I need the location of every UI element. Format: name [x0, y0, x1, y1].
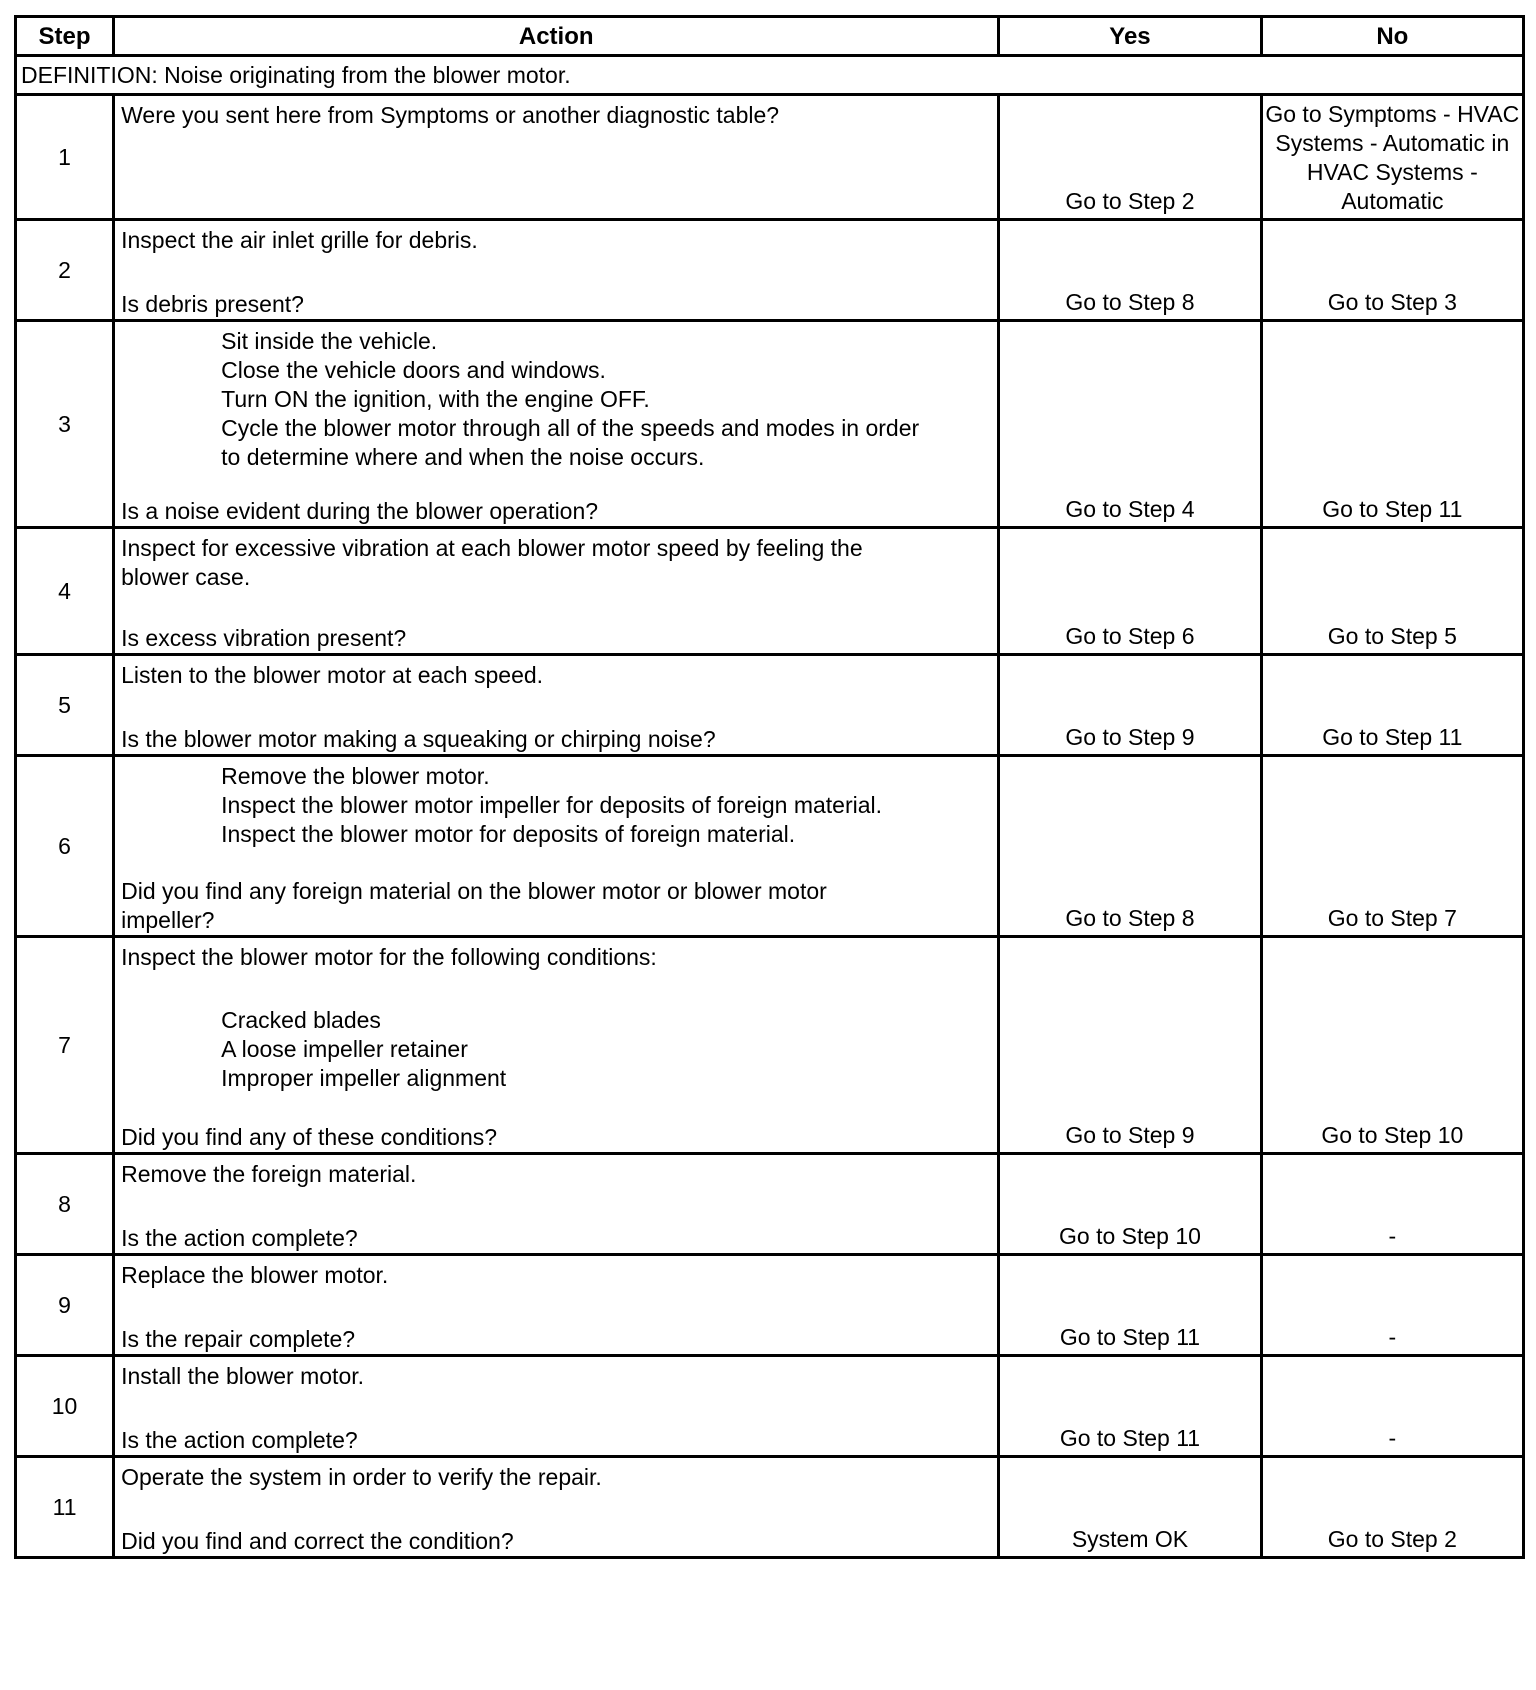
action-cell — [114, 1154, 999, 1255]
header-row — [16, 17, 1524, 56]
action-intro-line: Install the blower motor. — [121, 1363, 365, 1389]
action-content — [121, 943, 991, 1152]
action-instructions — [121, 661, 991, 690]
action-intro-line: Were you sent here from Symptoms or another diagnostic table? — [121, 102, 780, 128]
action-substep-line: Improper impeller alignment — [221, 1065, 507, 1091]
action-question-line: Is excess vibration present? — [121, 625, 407, 651]
action-instructions — [121, 1160, 991, 1189]
step-number: 9 — [16, 1255, 114, 1356]
action-instructions — [121, 1261, 991, 1290]
action-question-line: Is the action complete? — [121, 1427, 358, 1453]
no-result: Go to Step 2 — [1261, 1457, 1523, 1558]
no-result: - — [1261, 1356, 1523, 1457]
action-instructions — [121, 226, 991, 255]
yes-result: Go to Step 8 — [999, 756, 1261, 937]
diagnostic-table — [14, 15, 1525, 1559]
action-intro-line: Inspect the blower motor for the following conditions: — [121, 944, 657, 970]
action-cell — [114, 1457, 999, 1558]
step-number: 10 — [16, 1356, 114, 1457]
action-question-line: Did you find and correct the condition? — [121, 1528, 514, 1554]
definition-cell — [16, 56, 1524, 95]
action-question-line: Did you find any foreign material on the blower motor or blower motor — [121, 878, 827, 904]
no-result: Go to Symptoms - HVAC Systems - Automatic in HVAC Systems - Automatic — [1261, 95, 1523, 220]
header-yes: Yes — [999, 17, 1261, 56]
action-intro-line: Operate the system in order to verify the repair. — [121, 1464, 602, 1490]
action-substep-line: Sit inside the vehicle. — [221, 328, 438, 354]
action-substep-line: Cycle the blower motor through all of the speeds and modes in order — [221, 415, 920, 441]
yes-result: Go to Step 10 — [999, 1154, 1261, 1255]
action-intro-line: Inspect for excessive vibration at each blower motor speed by feeling the — [121, 535, 863, 561]
no-result: Go to Step 11 — [1261, 655, 1523, 756]
action-cell — [114, 655, 999, 756]
step-number: 6 — [16, 756, 114, 937]
table-row — [16, 655, 1524, 756]
header-action: Action — [114, 17, 999, 56]
action-content — [121, 1362, 991, 1455]
action-substep-line: Inspect the blower motor for deposits of foreign material. — [221, 821, 796, 847]
step-number: 3 — [16, 321, 114, 528]
action-question — [121, 725, 991, 754]
action-content — [121, 101, 991, 218]
step-number: 8 — [16, 1154, 114, 1255]
no-result: Go to Step 10 — [1261, 937, 1523, 1154]
action-instructions — [121, 327, 991, 472]
action-cell — [114, 1255, 999, 1356]
action-question — [121, 290, 991, 319]
step-number: 2 — [16, 220, 114, 321]
action-content — [121, 534, 991, 653]
action-instructions — [121, 762, 991, 849]
step-number: 5 — [16, 655, 114, 756]
definition-row — [16, 56, 1524, 95]
action-instructions — [121, 943, 991, 1093]
action-question-line: Is the action complete? — [121, 1225, 358, 1251]
table-row — [16, 1154, 1524, 1255]
action-question — [121, 497, 991, 526]
table-row — [16, 220, 1524, 321]
yes-result: Go to Step 9 — [999, 937, 1261, 1154]
action-intro-line: Remove the foreign material. — [121, 1161, 417, 1187]
step-number: 11 — [16, 1457, 114, 1558]
action-cell — [114, 1356, 999, 1457]
action-content — [121, 226, 991, 319]
header-no: No — [1261, 17, 1523, 56]
table-row — [16, 321, 1524, 528]
no-result: Go to Step 11 — [1261, 321, 1523, 528]
action-cell — [114, 528, 999, 655]
action-question-line: impeller? — [121, 907, 215, 933]
action-cell — [114, 220, 999, 321]
step-number: 1 — [16, 95, 114, 220]
action-instructions — [121, 1463, 991, 1492]
table-row — [16, 1255, 1524, 1356]
table-row — [16, 1457, 1524, 1558]
action-substeps — [121, 762, 991, 849]
yes-result: Go to Step 11 — [999, 1356, 1261, 1457]
action-substep-line: A loose impeller retainer — [221, 1036, 468, 1062]
yes-result: Go to Step 9 — [999, 655, 1261, 756]
action-substep-line: Cracked blades — [221, 1007, 381, 1033]
action-content — [121, 1463, 991, 1556]
action-substep-line: Inspect the blower motor impeller for deposits of foreign material. — [221, 792, 883, 818]
action-cell — [114, 321, 999, 528]
yes-result: System OK — [999, 1457, 1261, 1558]
action-intro-line: blower case. — [121, 564, 251, 590]
action-question-line: Is the blower motor making a squeaking or chirping noise? — [121, 726, 716, 752]
action-content — [121, 1261, 991, 1354]
action-instructions — [121, 534, 991, 592]
action-instructions — [121, 1362, 991, 1391]
action-substep-line: Turn ON the ignition, with the engine OFF. — [221, 386, 650, 412]
action-cell — [114, 756, 999, 937]
no-result: Go to Step 7 — [1261, 756, 1523, 937]
action-cell — [114, 95, 999, 220]
action-intro-line: Listen to the blower motor at each speed. — [121, 662, 544, 688]
action-substep-line: to determine where and when the noise occurs. — [221, 444, 705, 470]
action-instructions — [121, 101, 991, 130]
definition-text: DEFINITION: Noise originating from the blower motor. — [21, 61, 571, 88]
action-substeps — [121, 1006, 991, 1093]
step-number: 4 — [16, 528, 114, 655]
action-content — [121, 1160, 991, 1253]
table-row — [16, 528, 1524, 655]
no-result: Go to Step 5 — [1261, 528, 1523, 655]
action-content — [121, 661, 991, 754]
action-question — [121, 1527, 991, 1556]
header-step: Step — [16, 17, 114, 56]
action-question — [121, 877, 991, 935]
table-row — [16, 756, 1524, 937]
table-row — [16, 95, 1524, 220]
action-substep-line: Remove the blower motor. — [221, 763, 490, 789]
action-question — [121, 1426, 991, 1455]
table-row — [16, 937, 1524, 1154]
action-question-line: Is the repair complete? — [121, 1326, 356, 1352]
action-cell — [114, 937, 999, 1154]
no-result: - — [1261, 1154, 1523, 1255]
yes-result: Go to Step 11 — [999, 1255, 1261, 1356]
action-substep-line: Close the vehicle doors and windows. — [221, 357, 606, 383]
action-content — [121, 327, 991, 526]
yes-result: Go to Step 2 — [999, 95, 1261, 220]
action-intro-line: Replace the blower motor. — [121, 1262, 389, 1288]
action-intro-line: Inspect the air inlet grille for debris. — [121, 227, 478, 253]
step-number: 7 — [16, 937, 114, 1154]
no-result: - — [1261, 1255, 1523, 1356]
action-content — [121, 762, 991, 935]
yes-result: Go to Step 8 — [999, 220, 1261, 321]
yes-result: Go to Step 6 — [999, 528, 1261, 655]
action-question — [121, 624, 991, 653]
action-question-line: Is debris present? — [121, 291, 304, 317]
action-question-line: Did you find any of these conditions? — [121, 1124, 498, 1150]
action-question — [121, 1325, 991, 1354]
table-row — [16, 1356, 1524, 1457]
no-result: Go to Step 3 — [1261, 220, 1523, 321]
action-question — [121, 1224, 991, 1253]
action-question-line: Is a noise evident during the blower operation? — [121, 498, 599, 524]
action-question — [121, 1123, 991, 1152]
yes-result: Go to Step 4 — [999, 321, 1261, 528]
action-substeps — [121, 327, 991, 472]
